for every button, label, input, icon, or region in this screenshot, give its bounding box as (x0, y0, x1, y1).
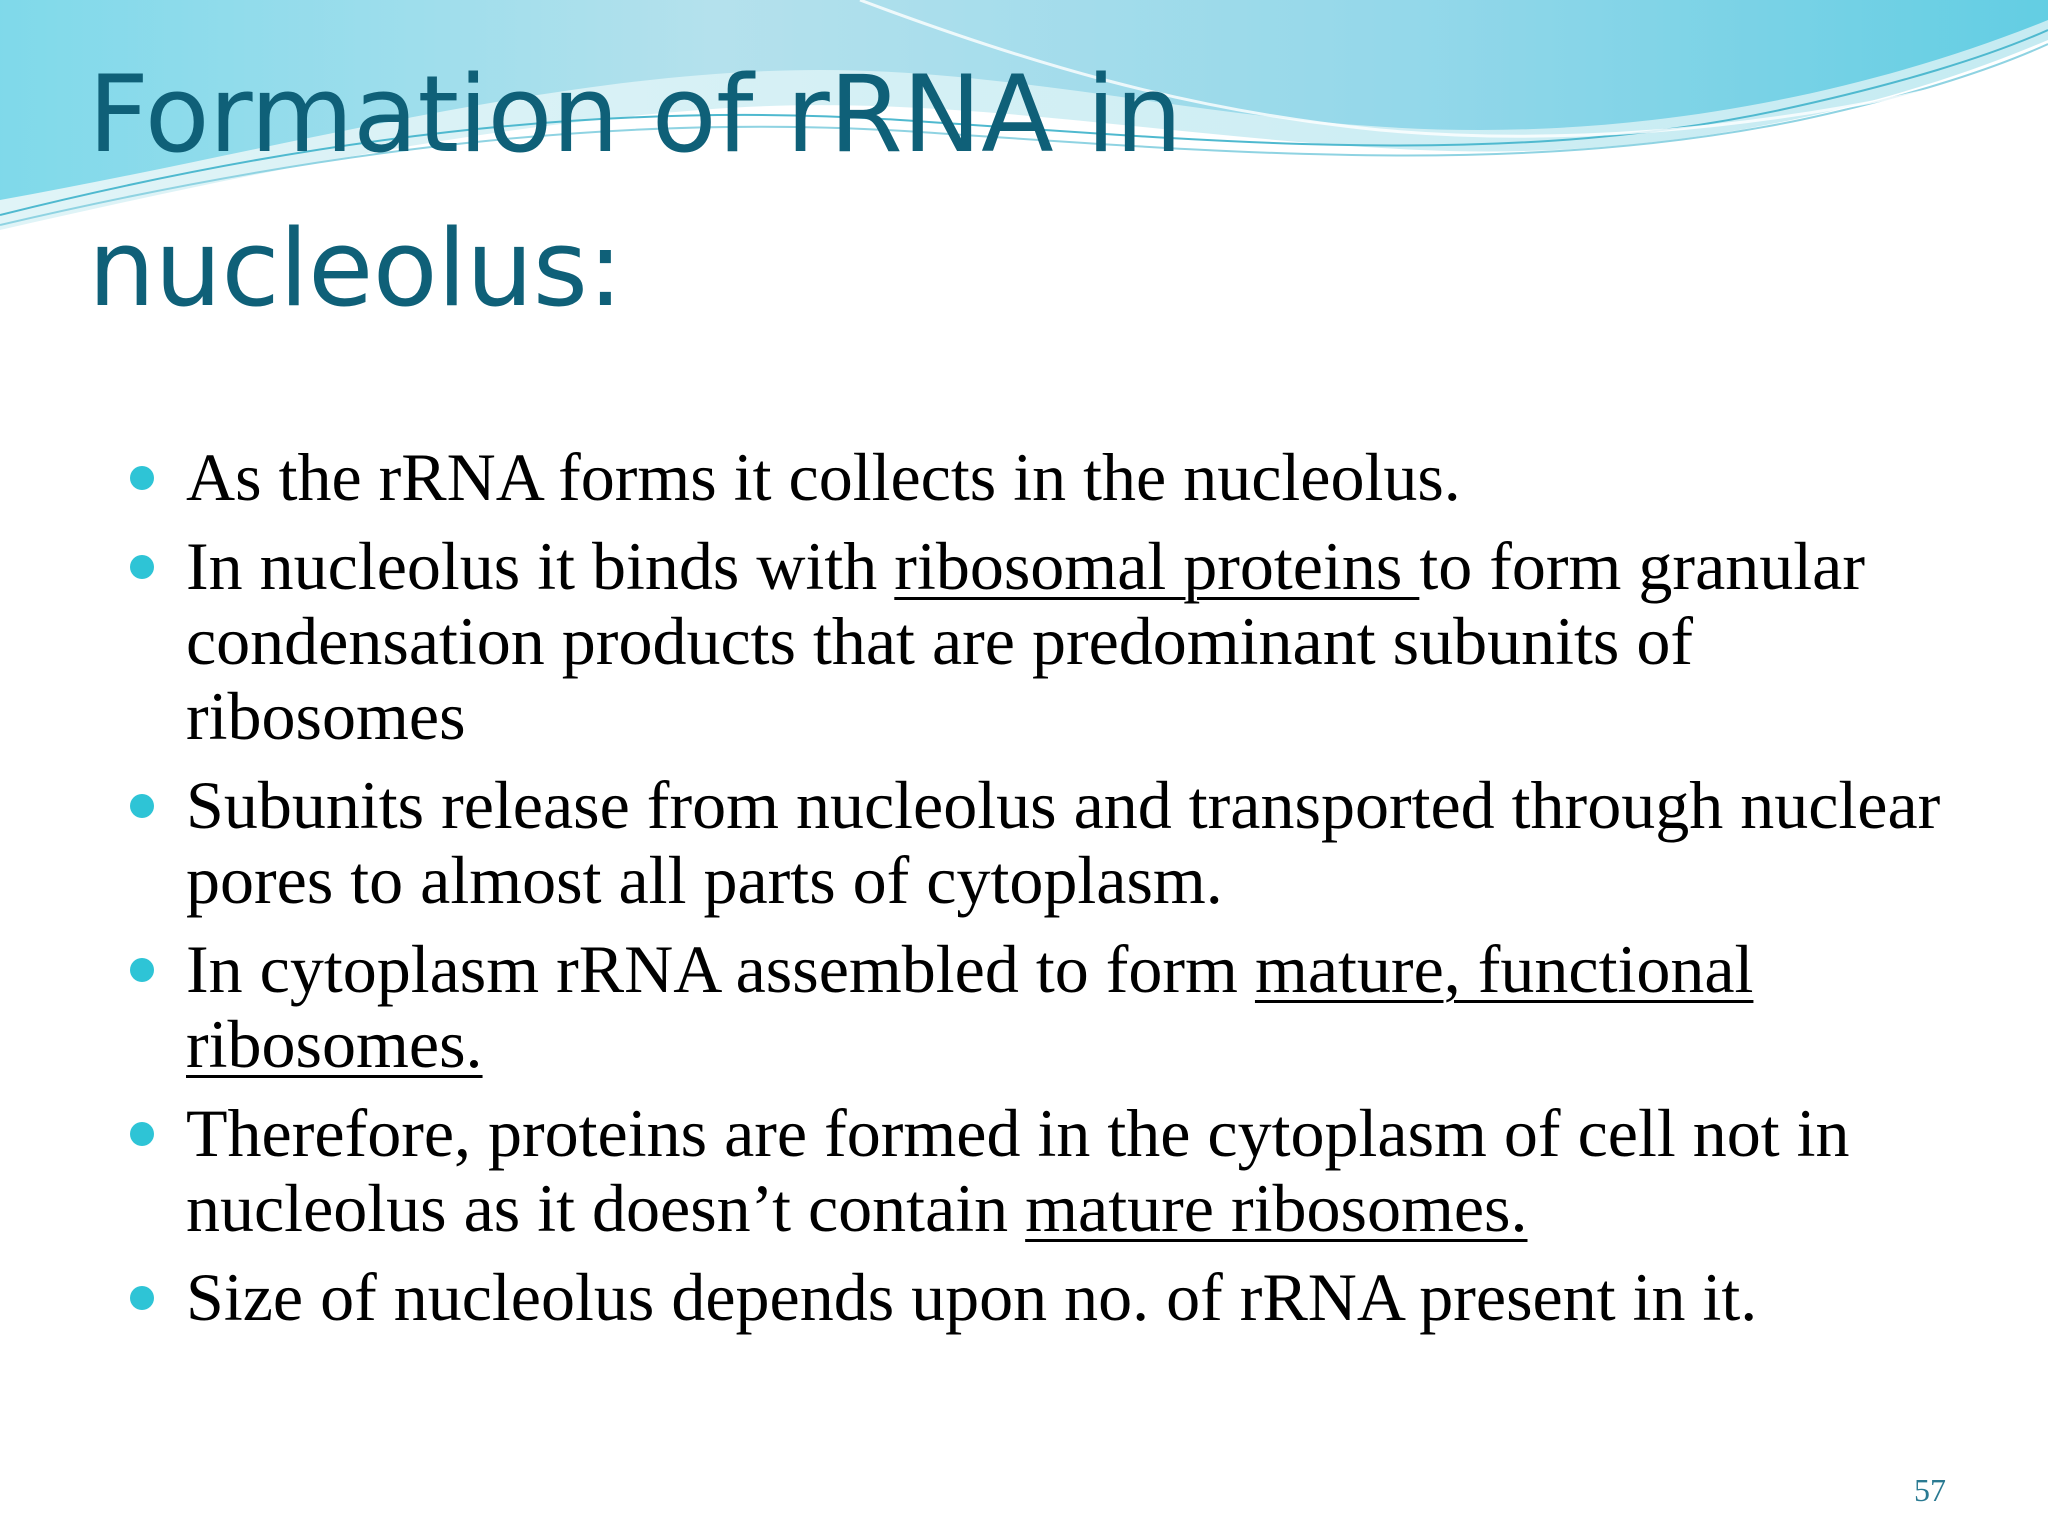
bullet-item (130, 768, 1960, 918)
bullet-text-underlined: mature ribosomes. (1025, 1170, 1528, 1246)
bullet-list (130, 440, 1960, 1349)
bullet-item (130, 932, 1960, 1082)
bullet-text: Subunits release from nucleolus and transported through nuclear pores to almost all parts of cytoplasm. (186, 767, 1941, 918)
bullet-dot-icon (130, 1286, 154, 1310)
bullet-item (130, 1096, 1960, 1246)
bullet-item (130, 529, 1960, 754)
bullet-dot-icon (130, 1122, 154, 1146)
bullet-dot-icon (130, 466, 154, 490)
bullet-item (130, 1260, 1960, 1335)
title-line-1: Formation of rRNA in (88, 53, 1182, 176)
title-line-2: nucleolus: (88, 207, 623, 330)
bullet-dot-icon (130, 555, 154, 579)
bullet-text-pre: Therefore, proteins are formed in the cytoplasm of cell not in nucleolus as it doesn’t contain (186, 1095, 1850, 1246)
bullet-text-underlined: ribosomal proteins (894, 528, 1420, 604)
bullet-text-pre: In nucleolus it binds with (186, 528, 895, 604)
bullet-text-pre: In cytoplasm rRNA assembled to form (186, 931, 1255, 1007)
bullet-text: Size of nucleolus depends upon no. of rRNA present in it. (186, 1259, 1758, 1335)
bullet-text: As the rRNA forms it collects in the nucleolus. (186, 439, 1461, 515)
bullet-dot-icon (130, 958, 154, 982)
bullet-text-underlined: mature, functional ribosomes. (186, 931, 1754, 1082)
page-number: 57 (1914, 1472, 1946, 1508)
slide-title (88, 38, 1588, 346)
bullet-item (130, 440, 1960, 515)
bullet-dot-icon (130, 794, 154, 818)
bullet-text-post: to form granular condensation products that are predominant subunits of ribosomes (186, 528, 1865, 754)
